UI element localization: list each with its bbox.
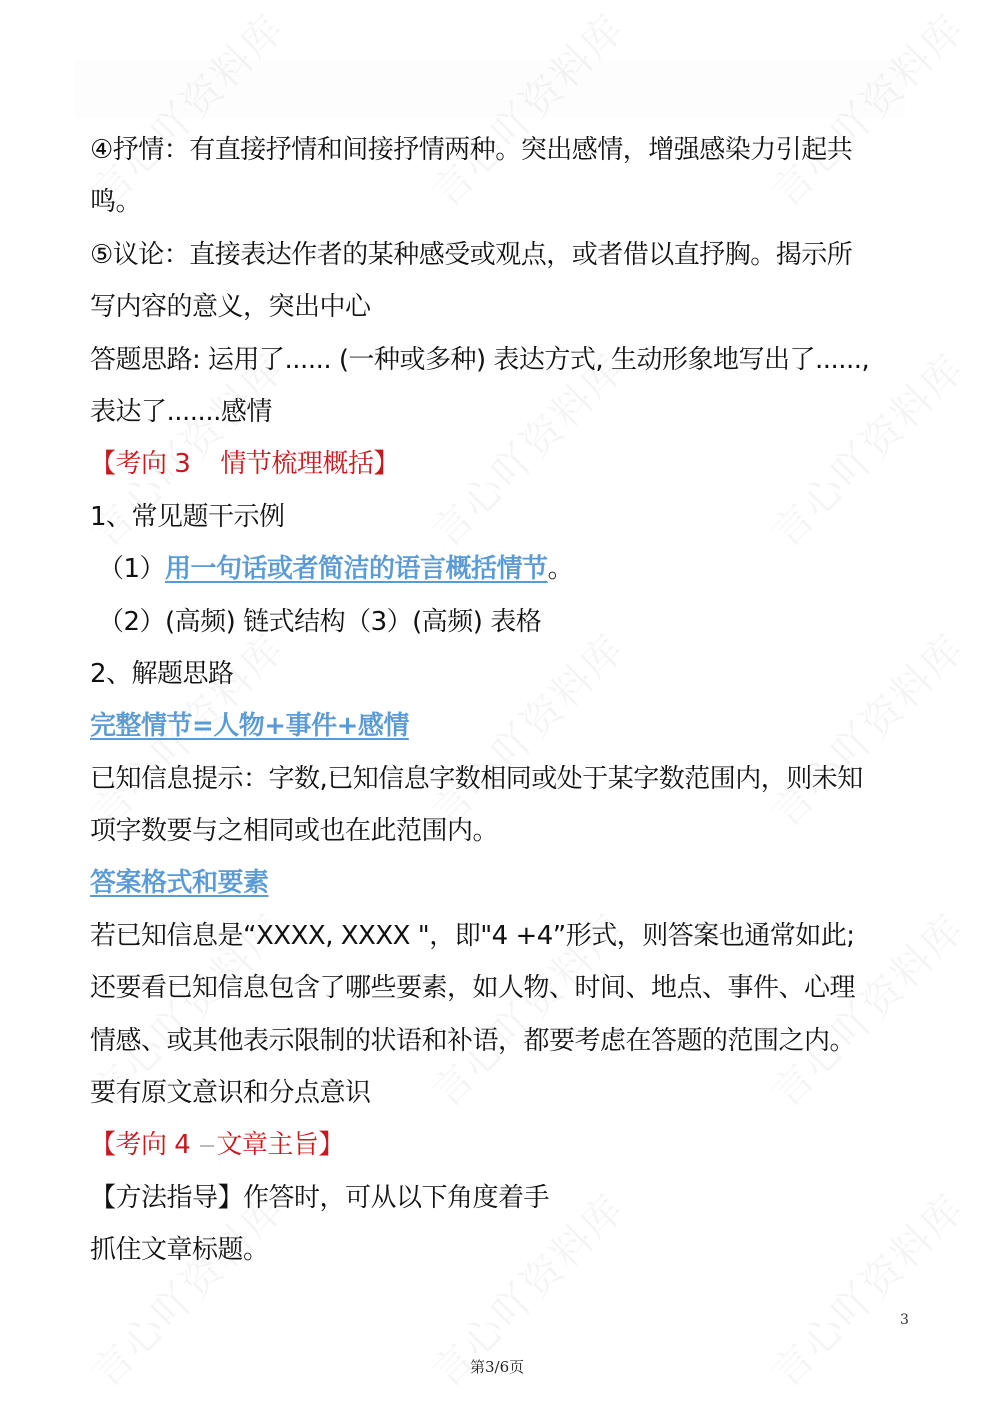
example-item-1: [90, 543, 920, 595]
example-item-2: （2）(高频) 链式结构（3）(高频) 表格: [98, 606, 542, 637]
formula-link[interactable]: 完整情节=人物+事件+感情: [90, 711, 409, 742]
paragraph-lyric: ④抒情：有直接抒情和间接抒情两种。突出感情，增强感染力引起共: [90, 135, 853, 165]
section-heading-3: [90, 438, 920, 490]
format-line-4: 要有原文意识和分点意识: [90, 1078, 371, 1109]
document-body: [90, 124, 920, 1277]
format-line-2: 还要看已知信息包含了哪些要素，如人物、时间、地点、事件、心理: [90, 973, 856, 1004]
section-heading-3-title: 情节梳理概括】: [220, 449, 399, 480]
section-heading-4: [90, 1119, 920, 1171]
method-point-1: 抓住文章标题。: [90, 1235, 269, 1266]
paragraph-argument-cont: 写内容的意义，突出中心: [90, 292, 371, 323]
example-item-1-link[interactable]: 用一句话或者简洁的语言概括情节: [165, 554, 548, 585]
section-heading-3-prefix: 【考向 3: [90, 449, 191, 480]
subheading-approach: 2、解题思路: [90, 658, 234, 689]
paragraph-argument: ⑤议论：直接表达作者的某种感受或观点，或者借以直抒胸。揭示所: [90, 239, 853, 270]
section-heading-4-prefix: 【考向 4: [90, 1130, 191, 1161]
hint-line-1: 已知信息提示：字数,已知信息字数相同或处于某字数范围内，则未知: [90, 763, 863, 794]
method-guide: 【方法指导】作答时，可从以下角度着手: [90, 1182, 550, 1213]
paragraph-lyric-cont: 鸣。: [90, 187, 142, 218]
answer-approach: 答题思路: 运用了...... (一种或多种) 表达方式, 生动形象地写出了......,: [90, 344, 870, 375]
format-line-1: 若已知信息是“XXXX, XXXX "，即"4 +4”形式，则答案也通常如此;: [90, 920, 855, 951]
header-band: [75, 60, 905, 118]
page-indicator: 第3/6页: [470, 1358, 525, 1376]
dash-mark: [200, 1145, 214, 1147]
format-line-3: 情感、或其他表示限制的状语和补语，都要考虑在答题的范围之内。: [90, 1025, 856, 1056]
example-item-1-end: 。: [547, 554, 574, 585]
format-heading-line: [90, 857, 920, 909]
hint-line-2: 项字数要与之相同或也在此范围内。: [90, 816, 499, 847]
page-number: 3: [900, 1312, 909, 1328]
format-heading-link[interactable]: 答案格式和要素: [90, 868, 269, 899]
formula-line: [90, 700, 920, 752]
section-heading-4-title: 文章主旨】: [216, 1130, 344, 1161]
answer-approach-cont: 表达了.......感情: [90, 396, 272, 427]
example-item-1-number: （1）: [98, 554, 166, 585]
subheading-examples: 1、常见题干示例: [90, 501, 285, 532]
